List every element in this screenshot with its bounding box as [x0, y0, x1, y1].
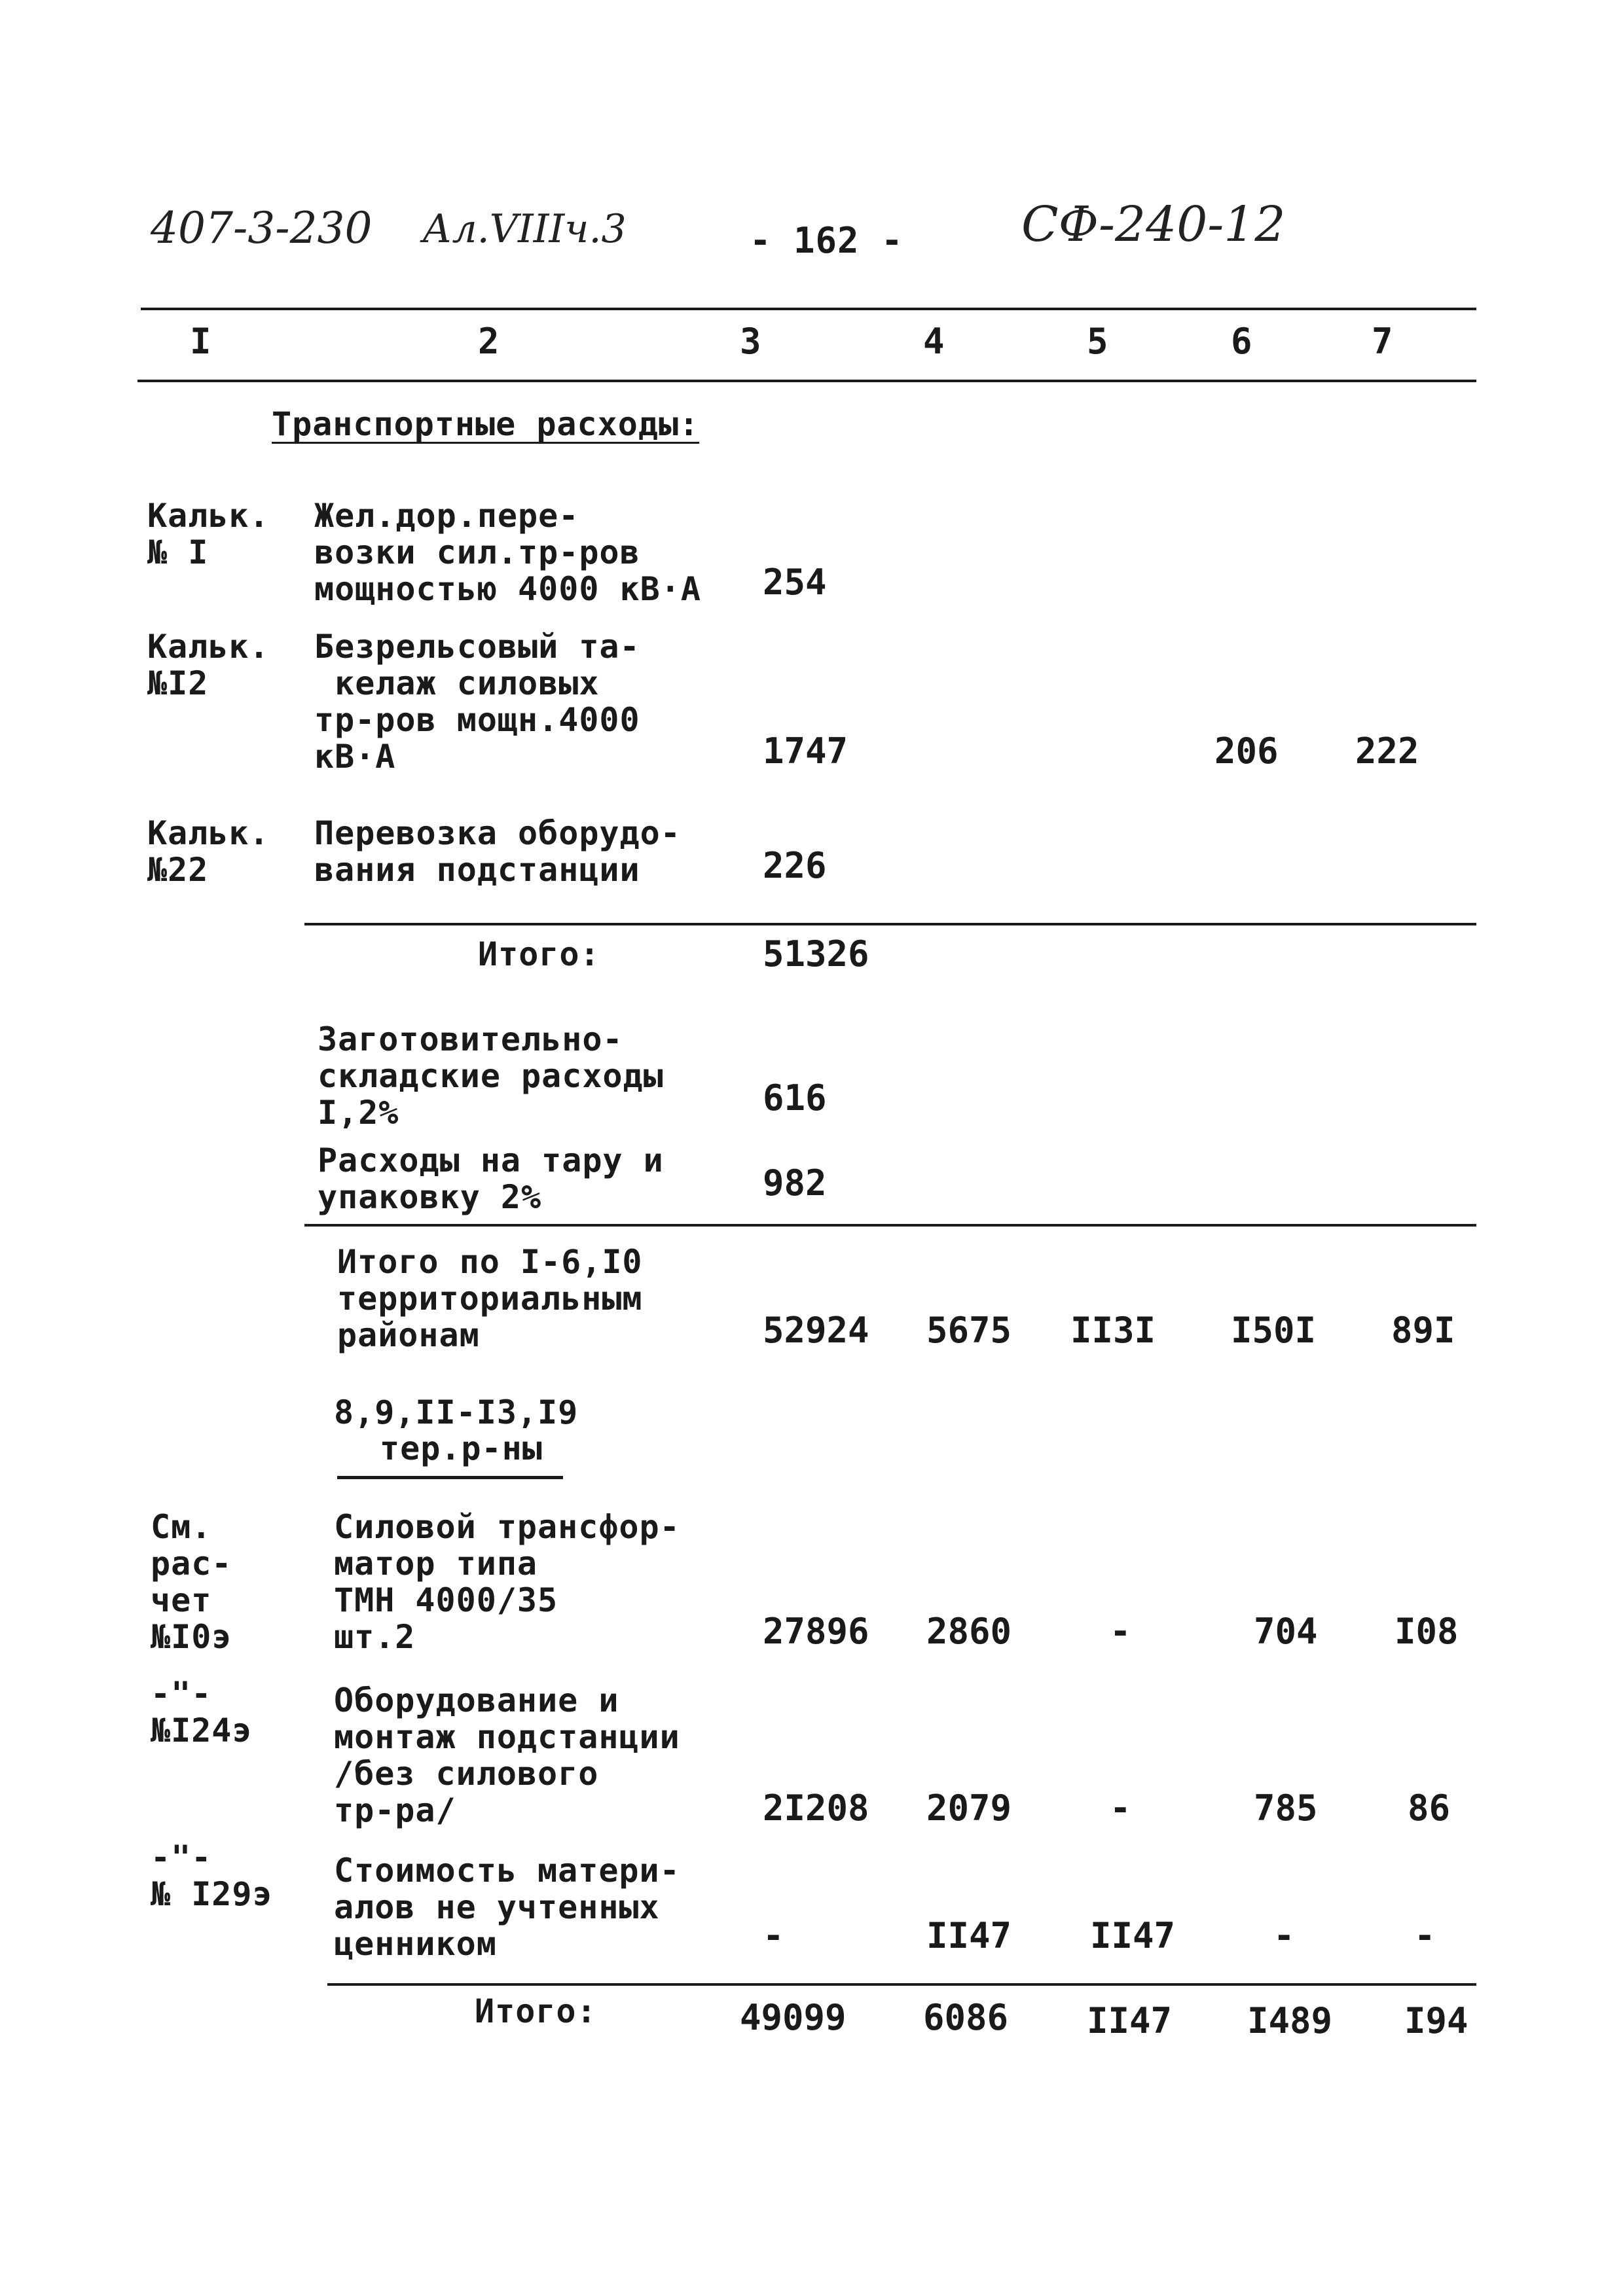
total2-c4: 6086 [923, 1997, 1009, 2038]
regions-heading-line2: тер.р-ны [380, 1429, 543, 1467]
row2-c6: 206 [1214, 730, 1279, 772]
rule-header-bottom [137, 380, 1476, 382]
extra1-c3: 616 [763, 1077, 827, 1119]
col-header-6: 6 [1231, 321, 1252, 362]
col-header-3: 3 [740, 321, 761, 362]
rule-regions-heading [337, 1476, 563, 1479]
doc-code: 407-3-230 [151, 203, 373, 253]
col-header-7: 7 [1372, 321, 1393, 362]
row5-c4: 2079 [926, 1787, 1012, 1829]
rule-total-regions [304, 1224, 1476, 1227]
row5-c5: - [1110, 1787, 1131, 1829]
total-regions-c5: II3I [1070, 1310, 1156, 1351]
row6-desc: Стоимость матери- алов не учтенных ценником [334, 1852, 680, 1963]
row4-c6: 704 [1254, 1611, 1318, 1652]
rule-total2 [327, 1983, 1476, 1986]
row4-c5: - [1110, 1611, 1131, 1652]
total2-c7: I94 [1404, 2000, 1468, 2041]
row4-ref: См. рас- чет №I0э [151, 1508, 232, 1656]
row6-ref: -"- № I29э [151, 1839, 273, 1913]
row5-c7: 86 [1408, 1787, 1451, 1829]
subtotal1-label: Итого: [478, 935, 600, 973]
row6-c4: II47 [926, 1915, 1012, 1956]
total2-c3: 49099 [740, 1997, 847, 2038]
row6-c6: - [1273, 1915, 1295, 1956]
page-number: - 162 - [750, 220, 903, 261]
row2-c7: 222 [1355, 730, 1419, 772]
row2-desc: Безрельсовый та- келаж силовых тр-ров мощн.4000 кВ·А [314, 628, 640, 776]
row5-c6: 785 [1254, 1787, 1318, 1829]
row6-c5: II47 [1090, 1915, 1176, 1956]
total-regions-desc: Итого по I-6,I0 территориальным районам [337, 1243, 643, 1354]
album-number: Ал.VIIIч.3 [422, 206, 627, 252]
row5-desc: Оборудование и монтаж подстанции /без силового тр-ра/ [334, 1681, 680, 1829]
row3-desc: Перевозка оборудо- вания подстанции [314, 814, 681, 889]
series-code: СФ-240-12 [1021, 196, 1286, 253]
row6-c3: - [763, 1915, 784, 1956]
row3-ref: Кальк. №22 [147, 814, 270, 889]
row3-c3: 226 [763, 845, 827, 886]
col-header-2: 2 [478, 321, 500, 362]
row4-c7: I08 [1395, 1611, 1459, 1652]
total2-c6: I489 [1247, 2000, 1333, 2041]
extra2-c3: 982 [763, 1162, 827, 1204]
row2-ref: Кальк. №I2 [147, 628, 270, 702]
row2-c3: 1747 [763, 730, 848, 772]
col-header-5: 5 [1087, 321, 1108, 362]
row1-ref: Кальк. № I [147, 497, 270, 571]
row5-c3: 2I208 [763, 1787, 869, 1829]
extra1-desc: Заготовительно- складские расходы I,2% [318, 1020, 664, 1132]
total-regions-c7: 89I [1391, 1310, 1455, 1351]
subtotal1-c3: 51326 [763, 933, 869, 975]
row1-desc: Жел.дор.пере- возки сил.тр-ров мощностью 4000 кВ·А [314, 497, 701, 608]
total-regions-c4: 5675 [926, 1310, 1012, 1351]
rule-top [141, 308, 1476, 310]
section-title: Транспортные расходы: [272, 405, 700, 443]
col-header-4: 4 [923, 321, 945, 362]
row5-ref: -"- №I24э [151, 1675, 253, 1749]
total-regions-c6: I50I [1231, 1310, 1317, 1351]
row1-c3: 254 [763, 562, 827, 603]
total2-label: Итого: [475, 1992, 597, 2030]
total2-c5: II47 [1087, 2000, 1173, 2041]
extra2-desc: Расходы на тару и упаковку 2% [318, 1141, 664, 1216]
total-regions-c3: 52924 [763, 1310, 869, 1351]
regions-heading-line1: 8,9,II-I3,I9 [334, 1393, 579, 1431]
rule-subtotal1 [304, 923, 1476, 925]
col-header-1: I [190, 321, 211, 362]
row6-c7: - [1414, 1915, 1436, 1956]
row4-c3: 27896 [763, 1611, 869, 1652]
row4-desc: Силовой трансфор- матор типа ТМН 4000/35 шт.2 [334, 1508, 680, 1656]
row4-c4: 2860 [926, 1611, 1012, 1652]
